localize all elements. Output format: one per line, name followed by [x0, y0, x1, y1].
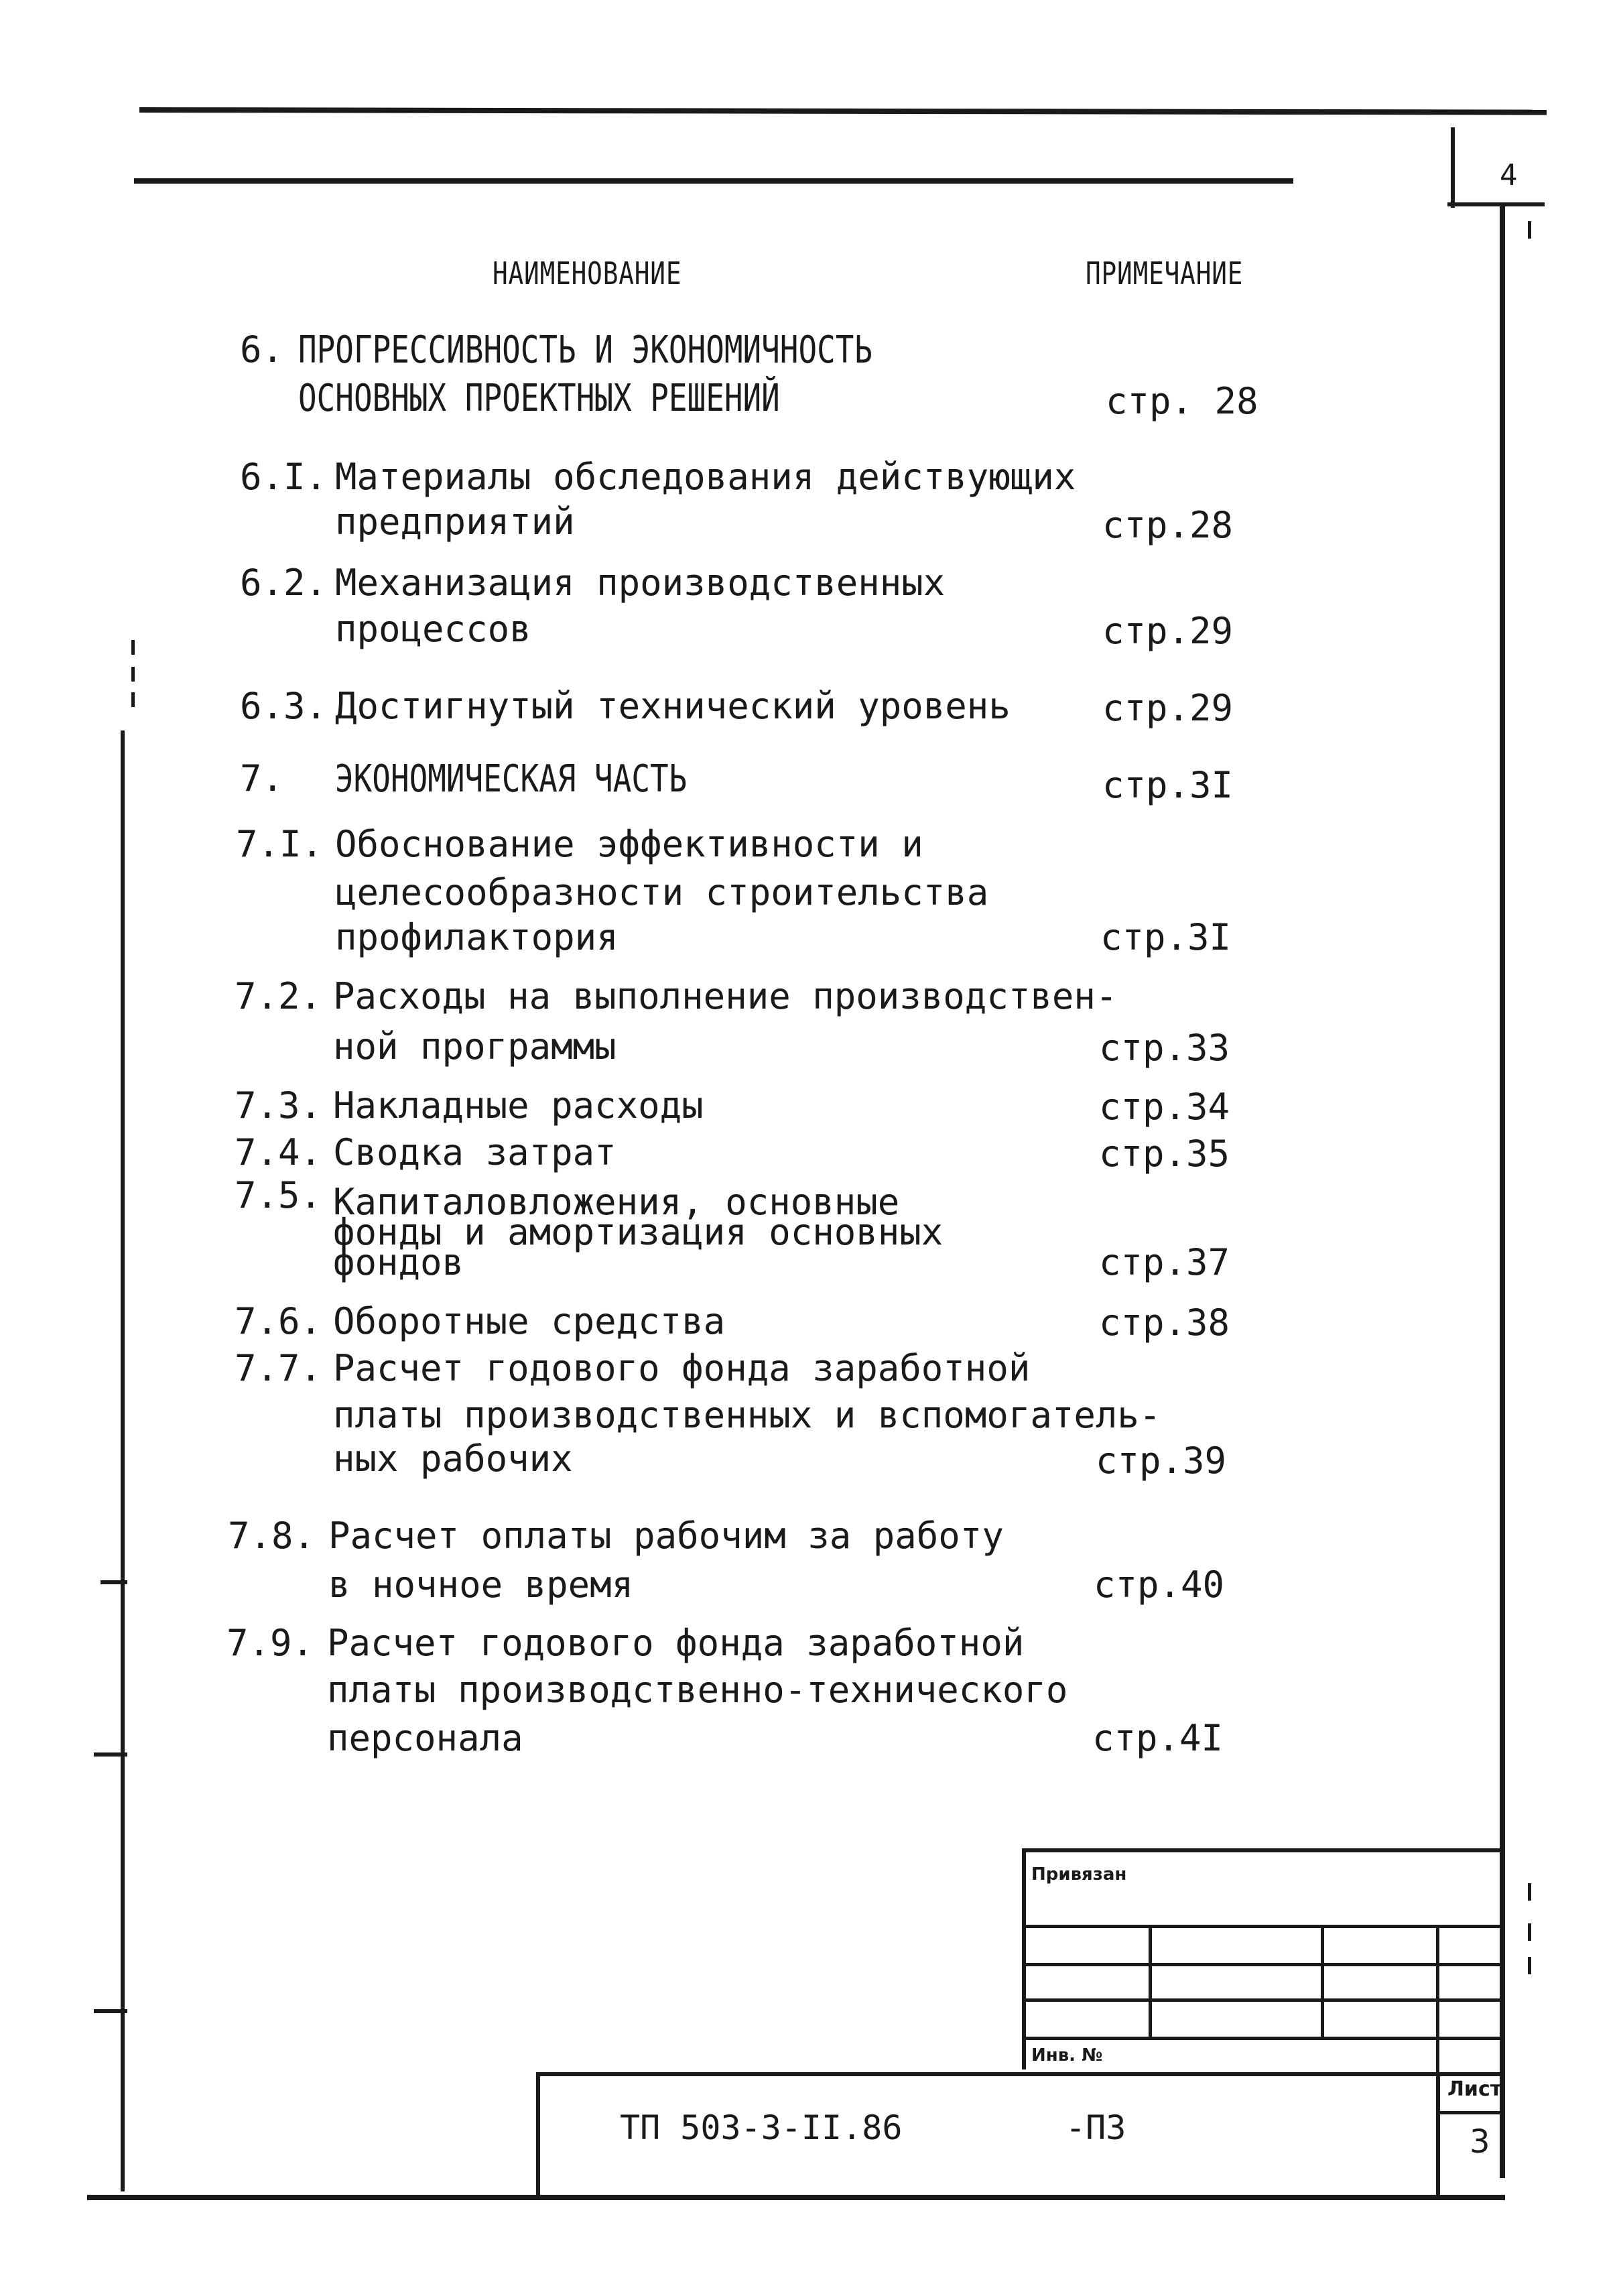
stamp-row-line — [1026, 2037, 1501, 2040]
binding-stamp — [1022, 1848, 1501, 2069]
entry-line: профилактория — [335, 916, 619, 958]
entry-line: Накладные расходы — [333, 1084, 704, 1127]
document-code: ТП 503-3-II.86 — [620, 2108, 903, 2147]
entry-page: стр. 28 — [1106, 380, 1258, 422]
stamp-col-line — [1149, 1925, 1152, 2037]
entry-line: Расчет оплаты рабочим за работу — [328, 1515, 1004, 1557]
stamp-col-line — [1321, 1925, 1324, 2037]
bound-label: Привязан — [1031, 1864, 1127, 1885]
page-number: 4 — [1500, 158, 1518, 192]
entry-line: Капиталовложения, основные — [333, 1181, 900, 1223]
entry-line: предприятий — [335, 501, 575, 543]
entry-line: Материалы обследования действующих — [335, 456, 1076, 498]
entry-page: стр.35 — [1099, 1133, 1230, 1175]
entry-line: платы производственно-технического — [327, 1669, 1068, 1711]
entry-number: 6.3. — [240, 685, 328, 727]
stamp-row-line — [1026, 1925, 1501, 1928]
entry-number: 6. — [240, 328, 284, 371]
sheet-number: 3 — [1470, 2123, 1490, 2161]
entry-line: ЭКОНОМИЧЕСКАЯ ЧАСТЬ — [335, 757, 688, 801]
column-header-name: НАИМЕНОВАНИЕ — [493, 255, 682, 292]
entry-number: 7.3. — [235, 1084, 322, 1127]
entry-line: ПРОГРЕССИВНОСТЬ И ЭКОНОМИЧНОСТЬ — [298, 328, 873, 372]
margin-dash — [131, 667, 135, 682]
entry-line: Механизация производственных — [335, 562, 946, 604]
entry-line: Расчет годового фонда заработной — [333, 1347, 1031, 1389]
entry-number: 7.4. — [235, 1131, 322, 1173]
entry-page: стр.39 — [1096, 1440, 1227, 1482]
page-number-cell-left-border — [1451, 127, 1455, 208]
entry-page: стр.33 — [1099, 1027, 1230, 1069]
entry-line: персонала — [327, 1717, 523, 1759]
entry-number: 7.8. — [228, 1515, 316, 1557]
entry-page: стр.29 — [1102, 610, 1234, 652]
sheet-header-border — [134, 178, 1293, 184]
column-header-note: ПРИМЕЧАНИЕ — [1086, 255, 1244, 292]
sheet-label: Лист — [1447, 2078, 1502, 2101]
margin-dash — [1528, 1923, 1531, 1941]
entry-number: 7.9. — [226, 1622, 314, 1664]
sheet-cell-divider — [1440, 2111, 1505, 2114]
entry-line: Расчет годового фонда заработной — [327, 1622, 1025, 1664]
entry-page: стр.29 — [1102, 687, 1234, 729]
entry-page: стр.4I — [1092, 1717, 1224, 1759]
entry-page: стр.38 — [1099, 1301, 1230, 1344]
stamp-col-line — [1436, 1925, 1439, 2074]
entry-line: Обоснование эффективности и — [335, 823, 923, 865]
entry-line: ОСНОВНЫХ ПРОЕКТНЫХ РЕШЕНИЙ — [298, 377, 780, 420]
page-number-cell-bottom-border — [1447, 202, 1545, 206]
entry-page: стр.3I — [1102, 764, 1234, 806]
stamp-row-line — [1026, 1998, 1501, 2002]
entry-line: Расходы на выполнение производствен- — [333, 975, 1118, 1017]
entry-page: стр.37 — [1099, 1241, 1230, 1283]
entry-number: 7.6. — [235, 1300, 322, 1342]
margin-tick — [94, 2009, 127, 2013]
stamp-row-line — [1026, 1963, 1501, 1966]
entry-page: стр.3I — [1100, 916, 1232, 958]
entry-page: стр.40 — [1094, 1564, 1225, 1606]
entry-line: ной программы — [333, 1025, 616, 1068]
entry-line: Оборотные средства — [333, 1300, 726, 1342]
sheet-top-border — [139, 107, 1547, 115]
margin-dash — [1528, 221, 1531, 239]
entry-number: 7.5. — [235, 1174, 322, 1216]
entry-page: стр.34 — [1099, 1086, 1230, 1128]
margin-dash — [131, 692, 135, 707]
entry-number: 7. — [240, 757, 284, 800]
document-suffix: -ПЗ — [1065, 2108, 1126, 2147]
margin-tick — [94, 1752, 127, 1757]
margin-dash — [1528, 1957, 1531, 1974]
entry-number: 6.2. — [240, 562, 328, 604]
entry-number: 7.2. — [235, 975, 322, 1017]
entry-line: в ночное время — [328, 1564, 634, 1606]
entry-line: ных рабочих — [333, 1438, 573, 1480]
entry-page: стр.28 — [1102, 504, 1234, 546]
entry-line: фондов — [333, 1241, 464, 1283]
margin-dash — [1528, 1883, 1531, 1901]
entry-line: Сводка затрат — [333, 1131, 616, 1173]
margin-tick — [101, 1580, 127, 1584]
entry-number: 6.I. — [240, 456, 328, 498]
entry-number: 7.I. — [236, 823, 324, 865]
entry-line: целесообразности строительства — [335, 871, 989, 913]
inventory-label: Инв. № — [1031, 2045, 1103, 2065]
frame-left-border — [121, 730, 125, 2191]
entry-number: 7.7. — [235, 1347, 322, 1389]
margin-dash — [131, 640, 135, 655]
entry-line: платы производственных и вспомогатель- — [333, 1394, 1161, 1436]
entry-line: процессов — [335, 608, 531, 650]
entry-line: Достигнутый технический уровень — [335, 685, 1011, 727]
entry-line: фонды и амортизация основных — [333, 1211, 944, 1253]
